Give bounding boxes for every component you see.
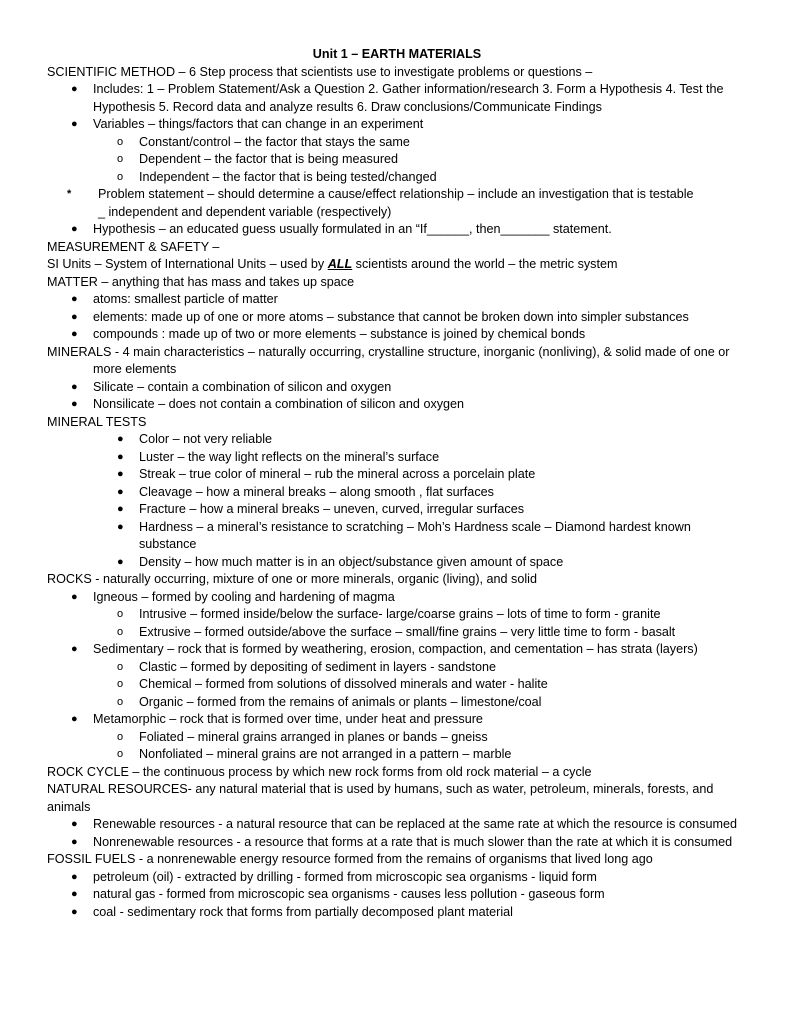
bullet-icon: ● [117,555,124,568]
sub-bullet-icon: o [117,135,124,148]
bullet-icon: ● [71,118,78,130]
list-item: o Independent – the factor that is being tested/changed [47,169,747,187]
bullet-icon: ● [117,468,124,480]
note-item: * Problem statement – should determine a cause/effect relationship – include an investigation that is testable [47,186,747,204]
list-item: ● Hardness – a mineral’s resistance to scratching – Moh’s Hardness scale – Diamond hardest known substance [117,519,691,551]
bullet-icon: ● [71,590,78,603]
list-item: ● Sedimentary – rock that is formed by weathering, erosion, compaction, and cementation – has strata (layers) [47,641,747,659]
document-page [47,46,747,921]
bullet-icon: ● [71,328,78,340]
list-item: o Chemical – formed from solutions of dissolved minerals and water - halite [47,676,747,694]
list-item: o Extrusive – formed outside/above the surface – small/fine grains – very little time to form - basalt [47,624,747,642]
natural-resources-heading: NATURAL RESOURCES- any natural material that is used by humans, such as water, petroleum, minerals, forests, and animals [47,782,714,814]
bullet-icon: ● [71,380,78,393]
sub-bullet-icon: o [117,608,124,620]
list-item: o Constant/control – the factor that stays the same [47,134,747,152]
list-item: ● Renewable resources - a natural resource that can be replaced at the same rate at which the resource is consumed [47,816,747,834]
note-item-continued: _ independent and dependent variable (respectively) [98,204,392,219]
bullet-icon: ● [71,310,78,323]
list-item: ● Metamorphic – rock that is formed over time, under heat and pressure [47,711,747,729]
bullet-icon: ● [71,223,78,235]
asterisk-icon: * [67,188,72,200]
scientific-method-heading: SCIENTIFIC METHOD – 6 Step process that scientists use to investigate problems or questions – [47,64,593,79]
sub-bullet-icon: o [117,678,124,690]
bullet-icon: ● [71,643,78,655]
fossil-fuels-heading: FOSSIL FUELS - a nonrenewable energy resource formed from the remains of organisms that lived long ago [47,852,653,866]
bullet-icon: ● [117,450,124,463]
list-item: o Intrusive – formed inside/below the surface- large/coarse grains – lots of time to form - granite [47,606,747,624]
bullet-icon: ● [117,503,124,515]
emphasis-text: ALL [327,257,353,271]
bullet-icon: ● [71,713,78,725]
sub-bullet-icon: o [117,153,124,165]
list-item: ● Streak – true color of mineral – rub the mineral across a porcelain plate [47,466,747,484]
list-item: ● Includes: 1 – Problem Statement/Ask a Question 2. Gather information/research 3. Form a Hypothesis 4. Test the Hypothesis 5. Record data and analyze results 6. Draw conclusions/Communicate Findings [71,82,724,114]
sub-bullet-icon: o [117,695,124,708]
sub-bullet-icon: o [117,748,124,760]
list-item: ● Variables – things/factors that can change in an experiment [47,116,747,134]
list-item: o Organic – formed from the remains of animals or plants – limestone/coal [47,694,747,712]
bullet-icon: ● [71,818,78,830]
rock-cycle-line: ROCK CYCLE – the continuous process by which new rock forms from old rock material – a cycle [47,764,592,779]
list-item: o Clastic – formed by depositing of sediment in layers - sandstone [47,659,747,677]
list-item: ● Silicate – contain a combination of silicon and oxygen [47,379,747,397]
list-item: ● compounds : made up of two or more elements – substance is joined by chemical bonds [47,326,747,344]
matter-heading: MATTER – anything that has mass and takes up space [47,274,355,289]
list-item: ● petroleum (oil) - extracted by drilling - formed from microscopic sea organisms - liquid form [47,869,747,887]
list-item: o Foliated – mineral grains arranged in planes or bands – gneiss [47,729,747,747]
minerals-heading: MINERALS - 4 main characteristics – naturally occurring, crystalline structure, inorganic (nonliving), & solid made of one or more elements [47,344,730,376]
sub-bullet-icon: o [117,170,124,183]
sub-bullet-icon: o [117,625,124,638]
list-item: ● Fracture – how a mineral breaks – uneven, curved, irregular surfaces [47,501,747,519]
bullet-icon: ● [117,520,124,533]
list-item: ● coal - sedimentary rock that forms from partially decomposed plant material [47,904,747,922]
list-item: ● Hypothesis – an educated guess usually formulated in an “If______, then_______ statement. [47,221,747,239]
list-item: ● Color – not very reliable [47,431,747,449]
bullet-icon: ● [71,888,78,900]
bullet-icon: ● [71,835,78,848]
bullet-icon: ● [71,870,78,883]
bullet-icon: ● [71,293,78,305]
bullet-icon: ● [117,433,124,445]
list-item: ● Luster – the way light reflects on the mineral’s surface [47,449,747,467]
list-item: ● atoms: smallest particle of matter [47,291,747,309]
list-item: ● Nonrenewable resources - a resource that forms at a rate that is much slower than the rate at which it is consumed [47,834,747,852]
sub-bullet-icon: o [117,660,124,673]
document-title: Unit 1 – EARTH MATERIALS [312,47,482,61]
bullet-icon: ● [71,398,78,410]
list-item: ● elements: made up of one or more atoms – substance that cannot be broken down into simpler substances [47,309,747,327]
list-item: ● Igneous – formed by cooling and hardening of magma [47,589,747,607]
list-item: ● natural gas - formed from microscopic sea organisms - causes less pollution - gaseous form [47,886,747,904]
list-item: ● Density – how much matter is in an object/substance given amount of space [47,554,747,572]
list-item: o Dependent – the factor that is being measured [47,151,747,169]
rocks-heading: ROCKS - naturally occurring, mixture of one or more minerals, organic (living), and solid [47,572,537,586]
si-units-line: SI Units – System of International Units – used by ALL scientists around the world – the metric system [47,257,618,271]
measurement-heading: MEASUREMENT & SAFETY – [47,239,220,254]
bullet-icon: ● [71,905,78,918]
list-item: o Nonfoliated – mineral grains are not arranged in a pattern – marble [47,746,747,764]
mineral-tests-heading: MINERAL TESTS [47,414,147,429]
sub-bullet-icon: o [117,730,124,743]
list-item: ● Nonsilicate – does not contain a combination of silicon and oxygen [47,396,747,414]
bullet-icon: ● [71,83,78,95]
bullet-icon: ● [117,485,124,498]
list-item: ● Cleavage – how a mineral breaks – along smooth , flat surfaces [47,484,747,502]
